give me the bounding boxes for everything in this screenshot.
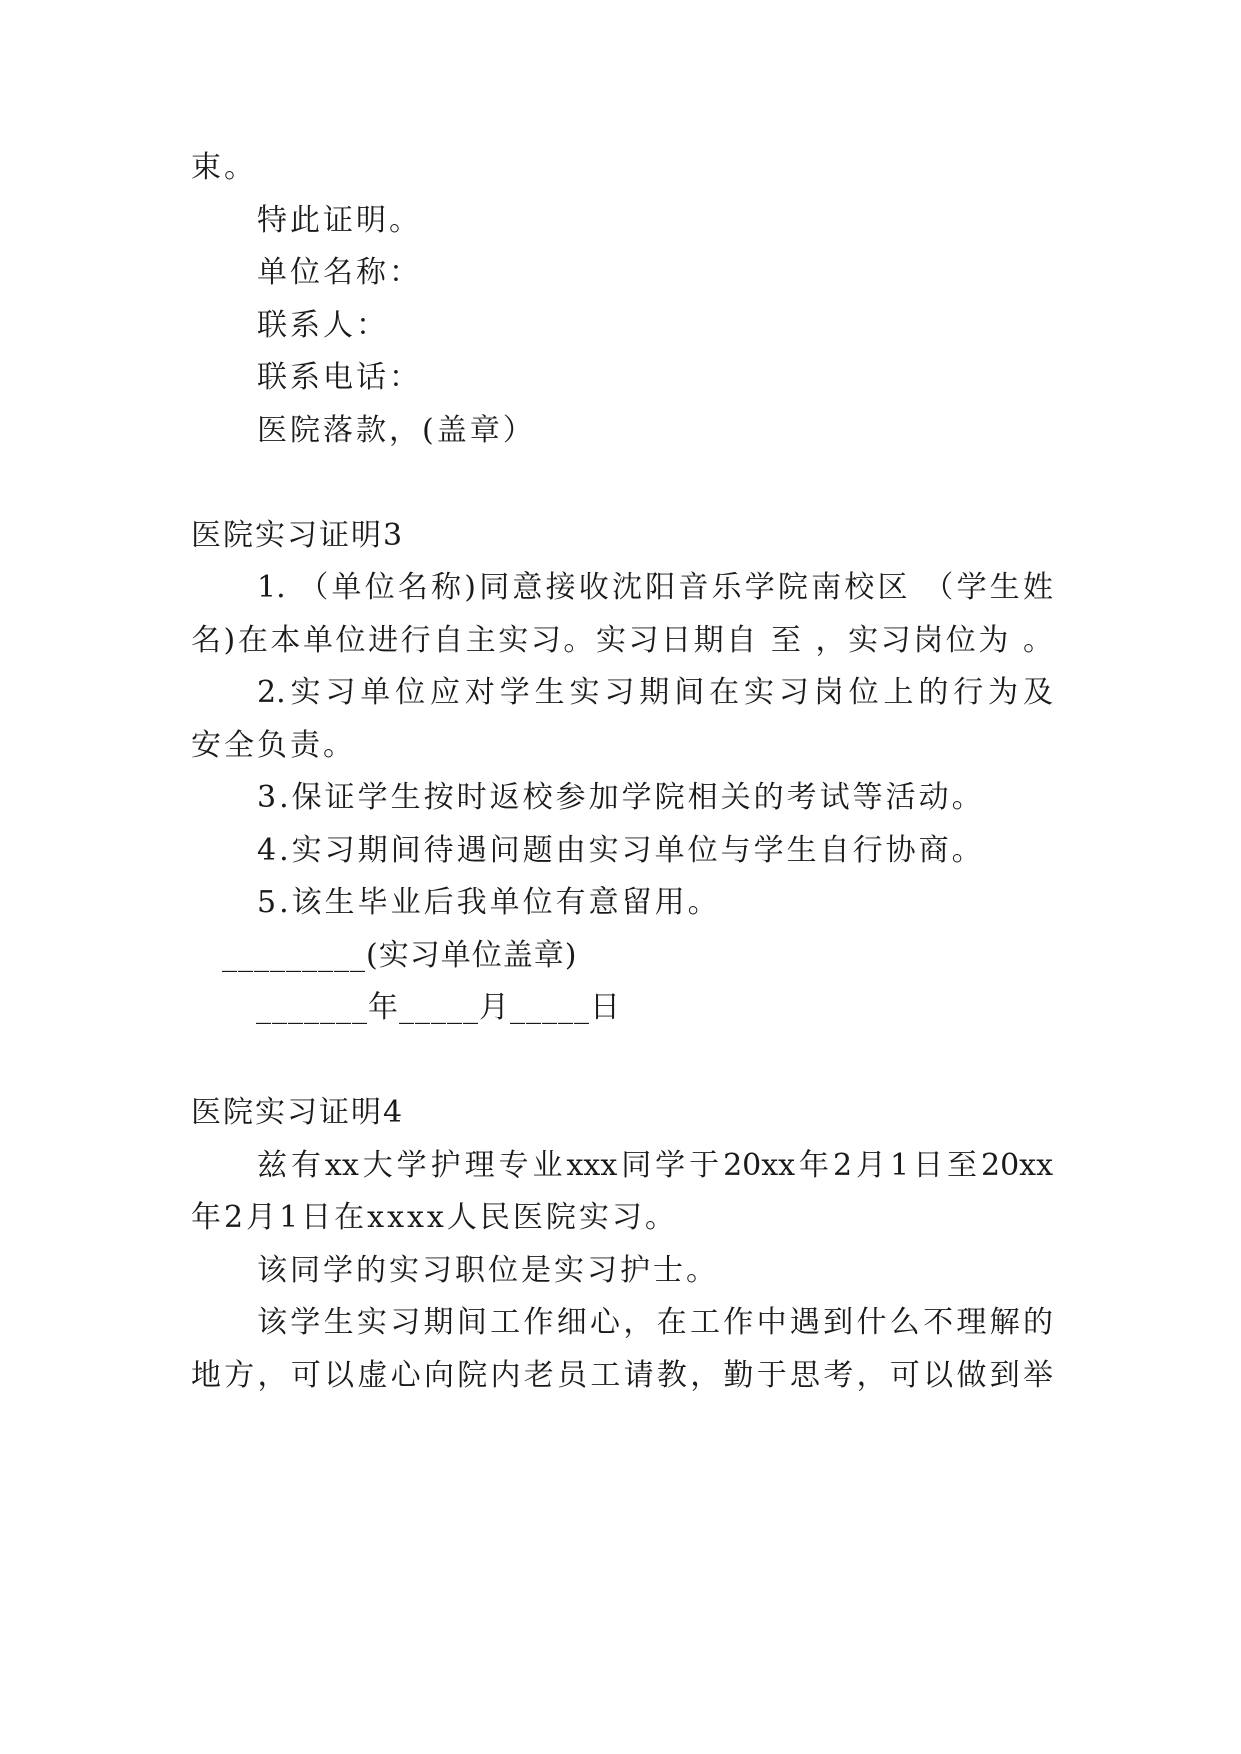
paragraph-line: 2.实习单位应对学生实习期间在实习岗位上的行为及: [257, 675, 1053, 710]
paragraph-line: 特此证明。: [257, 203, 422, 238]
paragraph-line: 兹有xx大学护理专业xxx同学于20xx年2月1日至20xx: [257, 1148, 1053, 1183]
paragraph-line: 该同学的实习职位是实习护士。: [257, 1253, 719, 1288]
paragraph-line: 5.该生毕业后我单位有意留用。: [257, 885, 721, 920]
paragraph-line: 束。: [191, 150, 257, 185]
paragraph-line: 名)在本单位进行自主实习。实习日期自 至 ，实习岗位为 。: [191, 623, 1053, 658]
section-title: 医院实习证明4: [191, 1095, 405, 1130]
paragraph-line: 1. （单位名称)同意接收沈阳音乐学院南校区 （学生姓: [257, 570, 1053, 605]
field-label-unit-name: 单位名称：: [257, 255, 422, 290]
paragraph-line: 年2月1日在xxxx人民医院实习。: [191, 1200, 678, 1235]
paragraph-line: 3.保证学生按时返校参加学院相关的考试等活动。: [257, 780, 985, 815]
field-label-contact: 联系人：: [257, 308, 389, 343]
paragraph-line: 安全负责。: [191, 728, 356, 763]
paragraph-line: 4.实习期间待遇问题由实习单位与学生自行协商。: [257, 833, 985, 868]
date-line: _______年_____月_____日: [256, 990, 621, 1025]
field-label-signature: 医院落款，(盖章）: [257, 413, 536, 448]
stamp-line: _________(实习单位盖章): [222, 938, 578, 973]
field-label-phone: 联系电话：: [257, 360, 422, 395]
paragraph-line: 该学生实习期间工作细心，在工作中遇到什么不理解的: [257, 1305, 1053, 1340]
paragraph-line: 地方，可以虚心向院内老员工请教，勤于思考，可以做到举: [191, 1358, 1053, 1393]
section-title: 医院实习证明3: [191, 518, 405, 553]
